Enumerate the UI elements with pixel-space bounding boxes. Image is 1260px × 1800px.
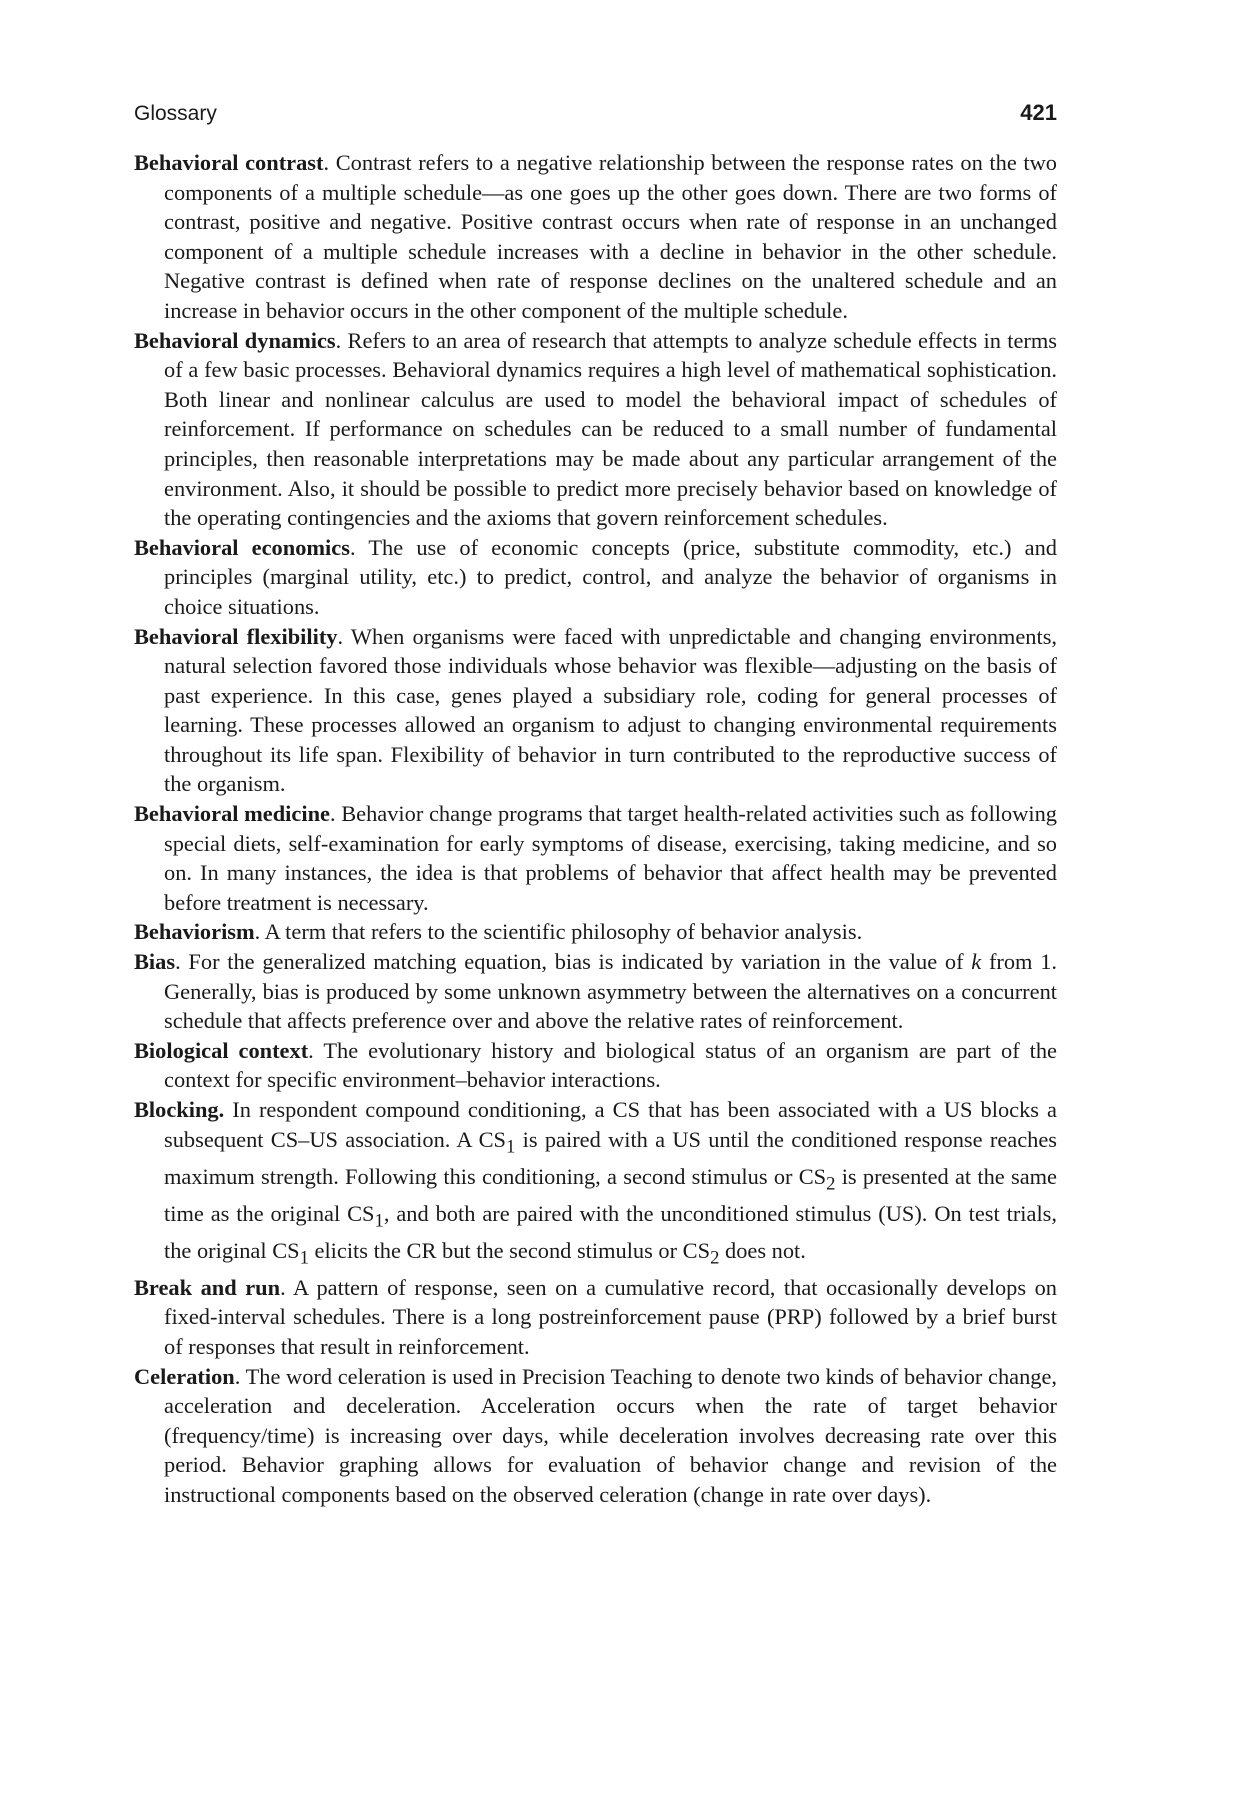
variable-k: k [971,949,982,975]
entry-term-separator: . [254,919,261,945]
entry-definition: The use of economic concepts (price, substitute commodity, etc.) and principles (marginal utility, etc.) to predict, control, and analyze the behavior of organisms in choice situations. [164,534,1058,619]
section-title: Glossary [134,102,217,125]
entry-term-separator: . [280,1274,286,1300]
glossary-entry-celeration [134,1362,1057,1510]
entry-term-separator: . [323,150,330,175]
subscript: 1 [374,1210,384,1232]
glossary-entry-behavioral-contrast [134,148,1057,326]
running-head [134,100,1057,126]
entry-term: Bias [134,949,176,975]
entry-term: Behavioral flexibility [134,623,338,649]
entry-definition: Contrast refers to a negative relationship between the response rates on the two components of a multiple schedule—as one goes up the other goes down. There are two forms of contrast, positive and negative. Positive contrast occurs when rate of response in an unchanged component of a multiple schedule increases with a decline in behavior in the other schedule. Negative contrast is defined when rate of response declines on the unaltered schedule and an increase in behavior occurs in the other component of the multiple schedule. [164,150,1057,323]
book-page [134,100,1057,1510]
entry-definition: The evolutionary history and biological status of an organism are part of the context for specific environment–behavior interactions. [164,1037,1057,1093]
entry-definition-part: does not. [719,1237,806,1263]
entry-term: Behavioral economics [134,534,350,560]
entry-definition: Behavior change programs that target health-related activities such as following special diets, self-examination for early symptoms of disease, exercising, taking medicine, and so on. In many instances, the idea is that problems of behavior that affect health may be prevented before treatment is necessary. [164,801,1057,915]
entry-term: Behavioral medicine [134,801,330,827]
entry-definition-part: For the generalized matching equation, bias is indicated by variation in the value of [180,949,972,975]
glossary-entry-biological-context [134,1036,1057,1095]
subscript: 2 [710,1247,720,1269]
entry-term-separator: . [308,1037,314,1063]
entry-term-separator: . [175,949,181,975]
entry-definition-part: is presented at the same time as the original CS [164,1163,1057,1226]
entry-definition: Refers to an area of research that attempts to analyze schedule effects in terms of a few basic processes. Behavioral dynamics requires a high level of mathematical sophistication. Both linear and nonlinear calculus are used to model the behavioral impact of schedules of reinforcement. If performance on schedules can be reduced to a small number of fundamental principles, then reasonable interpretations may be made about any particular arrangement of the environment. Also, it should be possible to predict more precisely behavior based on knowledge of the operating contingencies and the axioms that govern reinforcement schedules. [164,327,1057,531]
entry-term-separator: . [335,327,342,353]
entry-definition: When organisms were faced with unpredictable and changing environments, natural selection favored those individuals whose behavior was flexible—adjusting on the basis of past experience. In this case, genes played a subsidiary role, coding for general processes of learning. These processes allowed an organism to adjust to changing environmental requirements throughout its life span. Flexibility of behavior in turn contributed to the reproductive success of the organism. [164,623,1058,797]
glossary-entry-blocking [134,1095,1057,1273]
glossary-entry-behaviorism [134,917,1057,947]
entry-term-separator: . [349,534,356,560]
subscript: 1 [299,1247,309,1269]
page-number: 421 [1020,100,1057,125]
entry-definition-part: In respondent compound conditioning, a CS that has been associated with a US blocks a subsequent CS–US association. A CS [164,1097,1057,1152]
entry-term: Break and run [134,1274,281,1300]
glossary-entry-break-and-run [134,1273,1057,1362]
entry-term: Blocking. [134,1097,225,1122]
glossary-entries [134,148,1057,1510]
subscript: 2 [826,1173,836,1195]
glossary-entry-behavioral-medicine [134,799,1057,917]
entry-definition-part: , and both are paired with the unconditioned stimulus (US). On test trials, the original CS [164,1200,1057,1263]
entry-term: Celeration [134,1363,235,1389]
glossary-entry-bias [134,947,1057,1036]
entry-term: Biological context [134,1037,309,1063]
entry-definition-part: elicits the CR but the second stimulus or CS [308,1237,711,1263]
glossary-entry-behavioral-flexibility [134,622,1057,800]
entry-term: Behavioral contrast [134,150,324,175]
entry-definition: A pattern of response, seen on a cumulative record, that occasionally develops on fixed-interval schedules. There is a long postreinforcement pause (PRP) followed by a brief burst of responses that result in reinforcement. [164,1274,1057,1360]
glossary-entry-behavioral-dynamics [134,326,1057,533]
subscript: 1 [506,1136,516,1158]
entry-term: Behaviorism [134,919,255,945]
entry-definition-part: is paired with a US until the conditioned response reaches maximum strength. Following this conditioning, a second stimulus or CS [164,1126,1057,1189]
entry-term-separator: . [329,801,336,827]
entry-term-separator: . [337,623,344,649]
entry-definition: The word celeration is used in Precision Teaching to denote two kinds of behavior change, acceleration and deceleration. Acceleration occurs when the rate of target behavior (frequency/time) is increasing over days, while deceleration involves decreasing rate over this period. Behavior graphing allows for evaluation of behavior change and revision of the instructional components based on the observed celeration (change in rate over days). [164,1363,1057,1507]
entry-term: Behavioral dynamics [134,327,336,353]
entry-definition-part: from 1. Generally, bias is produced by some unknown asymmetry between the alternatives on a concurrent schedule that affects preference over and above the relative rates of reinforcement. [164,949,1057,1034]
entry-definition: A term that refers to the scientific philosophy of behavior analysis. [260,919,863,945]
glossary-entry-behavioral-economics [134,533,1057,622]
entry-term-separator: . [234,1363,241,1389]
